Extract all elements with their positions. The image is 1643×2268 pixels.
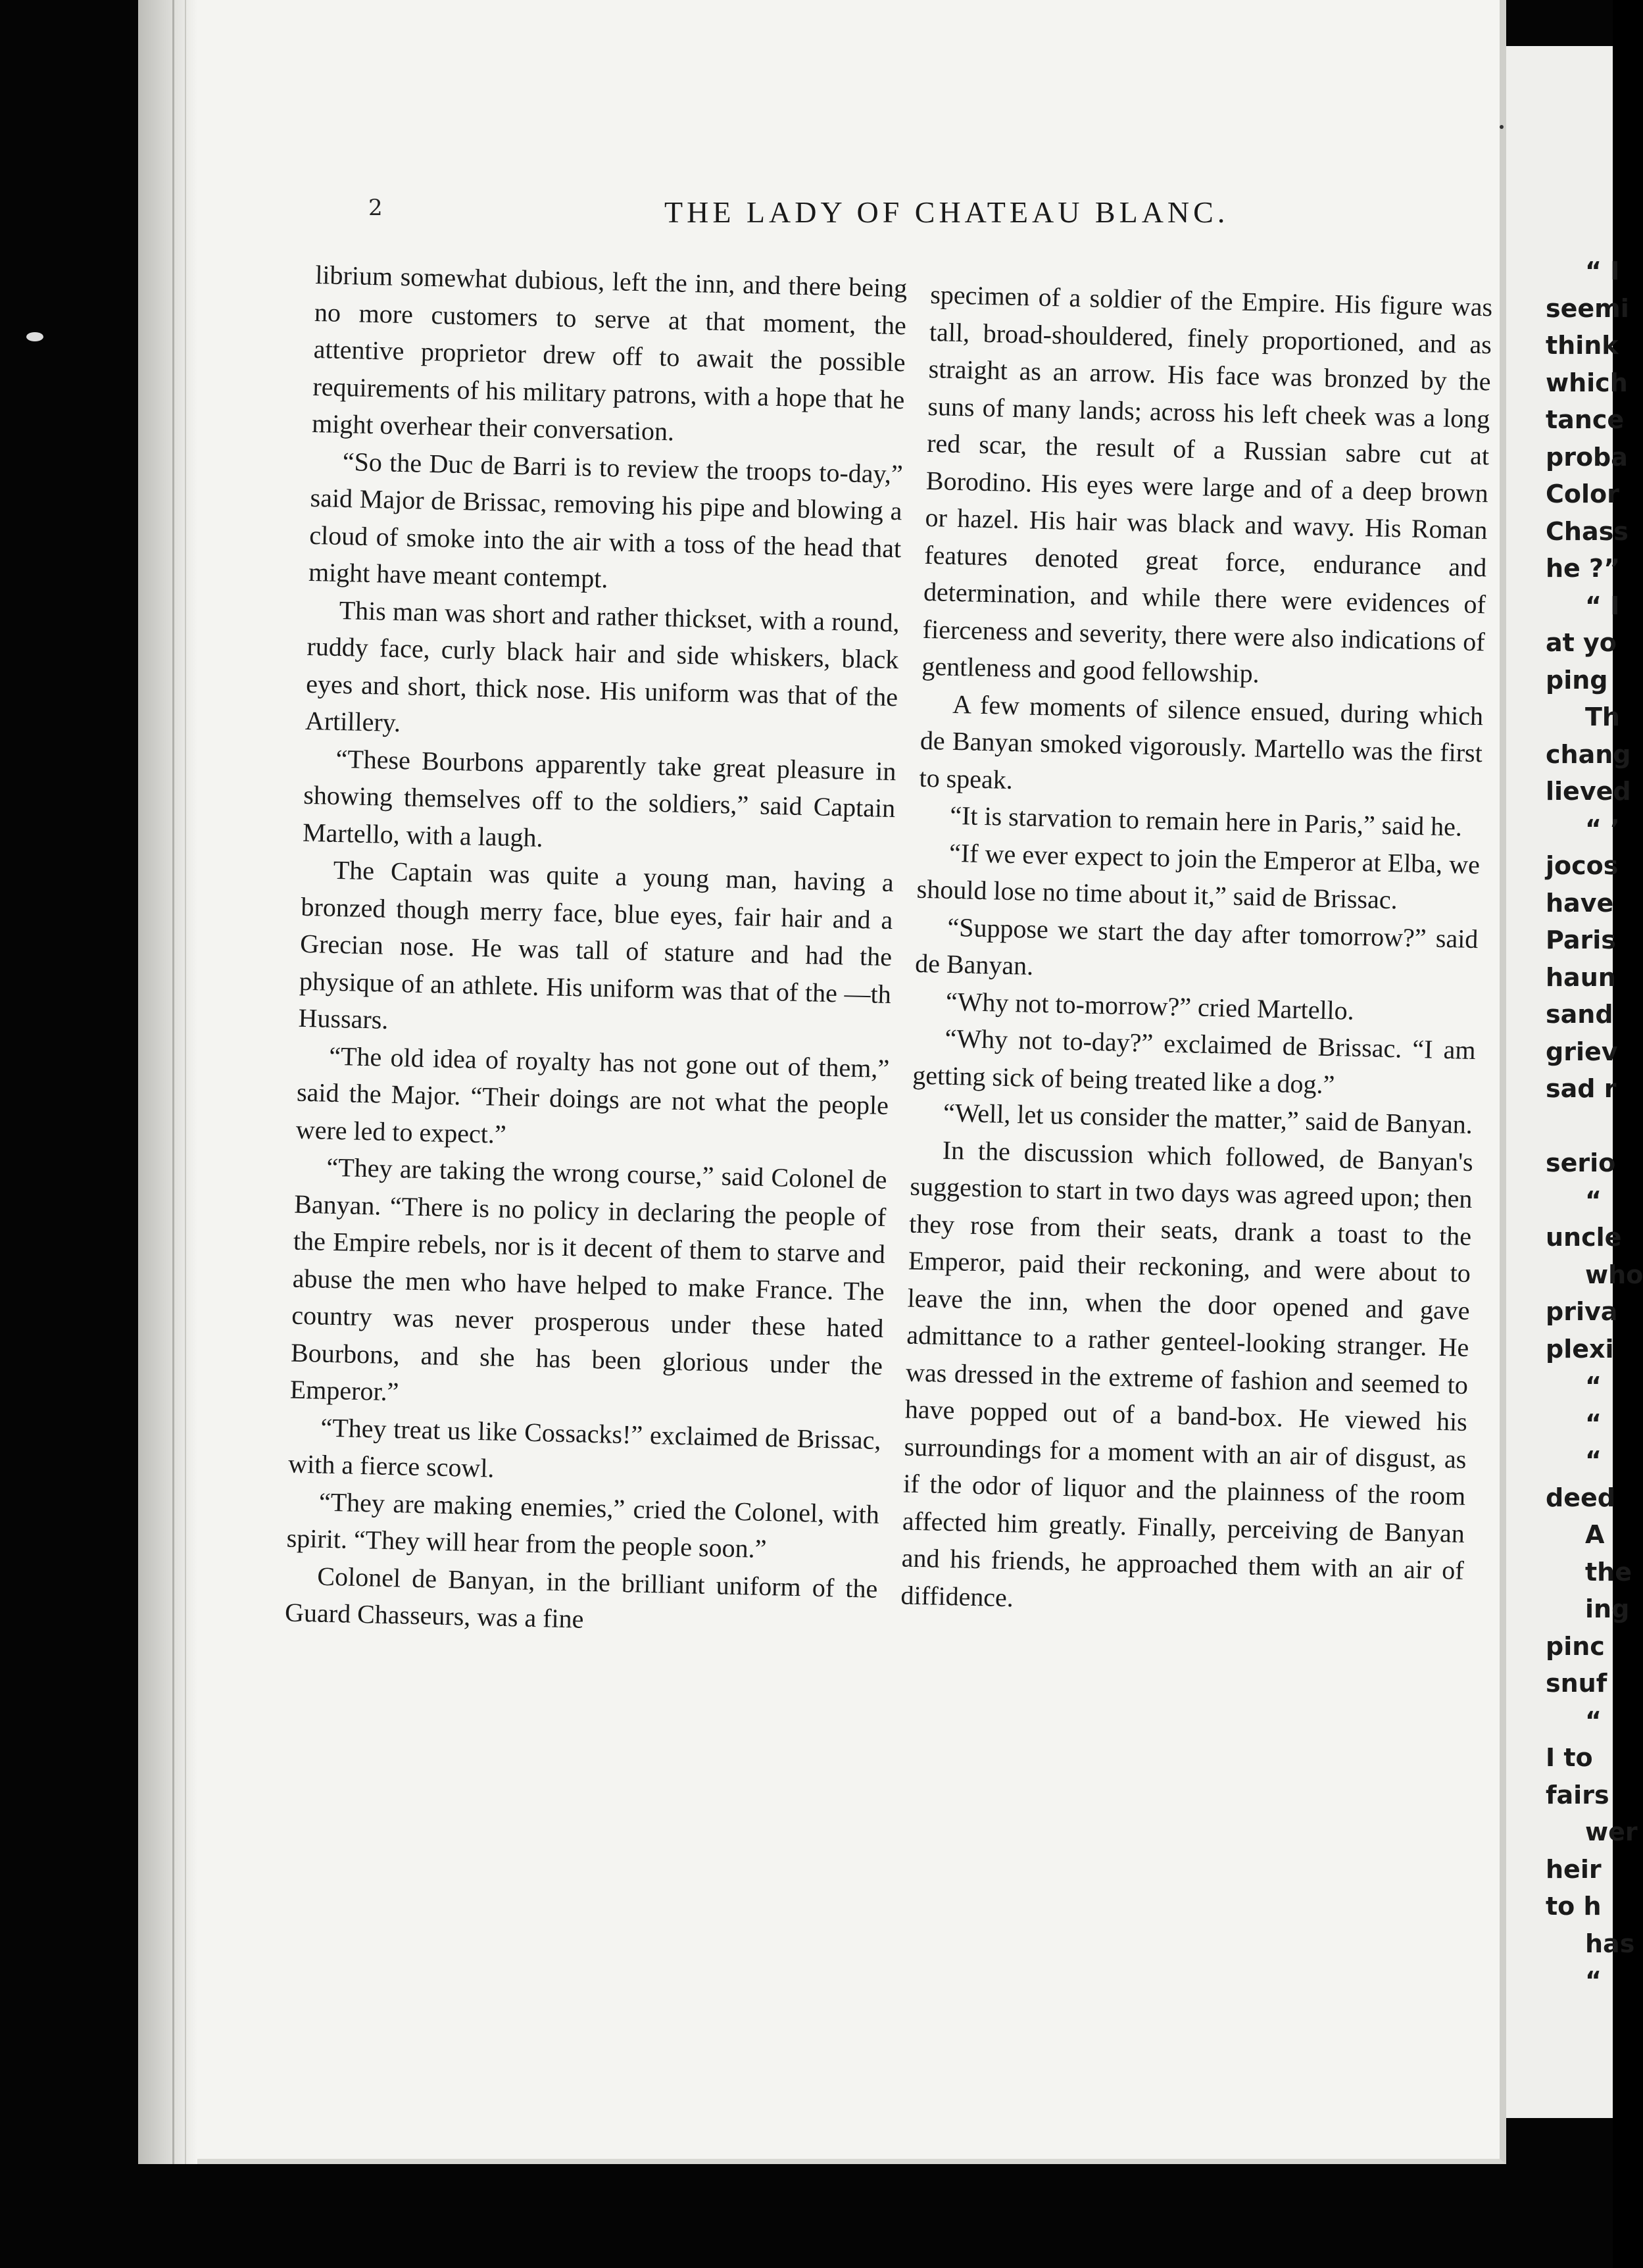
paragraph: “These Bourbons apparently take great pleasure in showing themselves off to the soldiers,” said Captain Martello, with a laugh. [302,743,896,852]
paragraph: “The old idea of royalty has not gone out of them,” said the Major. “Their doings are not what the people were led to expect.” [295,1041,890,1149]
facing-page-line: the [1585,1557,1632,1587]
paragraph: “Suppose we start the day after tomorrow?” said de Banyan. [914,912,1479,981]
paragraph: “They are making enemies,” cried the Colonel, with spirit. “They will hear from the people soon.” [286,1487,880,1564]
left-text-column [285,257,908,1644]
facing-page-line: “ [1585,1706,1602,1735]
facing-page-line: “ [1585,1185,1602,1215]
paragraph: Colonel de Banyan, in the brilliant uniform of the Guard Chasseurs, was a fine [284,1561,878,1634]
facing-page-line: “ [1585,1446,1602,1475]
facing-page-line: Color [1546,480,1619,508]
facing-page-line: at yo [1546,628,1617,657]
page-number: 2 [368,195,383,221]
facing-page-line: ing [1585,1594,1630,1623]
paragraph: librium somewhat dubious, left the inn, and there being no more customers to serve at that moment, the attentive proprietor drew off to await the possible requirements of his military patrons, with a hope that he might overhear their conversation. [311,259,908,447]
facing-page-line: deed [1546,1483,1615,1512]
facing-page-line: he ?” [1546,554,1621,583]
facing-page-line: “ I [1585,257,1620,285]
paragraph: A few moments of silence ensued, during which de Banyan smoked vigorously. Martello was the first to speak. [919,689,1484,795]
page-gutter-shadow [138,0,197,2164]
facing-page-line: fairs [1546,1780,1609,1810]
facing-page-line: has [1585,1929,1635,1958]
facing-page-line: haun [1546,962,1616,992]
scan-speck [1500,125,1504,129]
page-edge-line-inner [185,0,186,2164]
paragraph: “They are taking the wrong course,” said Colonel de Banyan. “There is no policy in declaring the people of the Empire rebels, nor is it decent of them to starve and abuse the men who have helped to make France. The country was never prosperous under these hated Bourbons, and she has been glorious under the Emperor.” [289,1152,887,1407]
facing-page-line: “ [1585,1966,1602,1995]
paragraph: specimen of a soldier of the Empire. His figure was tall, broad-shouldered, finely proportioned, and as straight as an arrow. His face was bronzed by the suns of many lands; across his left cheek was a long red scar, the result of a Russian sabre cut at Borodino. His eyes were large and of a deep brown or hazel. His hair was black and wavy. His Roman features denoted great force, endurance and determination, and while there were evidences of fierceness and severity, there were also indications of gentleness and good fellowship. [921,279,1493,689]
page-header [368,195,1322,241]
facing-page-line: uncle [1546,1223,1622,1252]
facing-page-line: Chass [1546,516,1629,546]
facing-page-fragment [1506,46,1643,2118]
facing-page-line: Paris [1546,925,1616,954]
facing-page-line: sad r [1546,1074,1617,1103]
paragraph: The Captain was quite a young man, having a bronzed though merry face, blue eyes, fair hair and a Grecian nose. He was tall of stature and had the physique of an athlete. His uniform was that of the —th Hussars. [298,854,895,1035]
facing-page-line: pinc [1546,1631,1605,1661]
facing-page-line: who [1585,1260,1643,1289]
facing-page-line: proba [1546,442,1628,472]
facing-page-line: A [1585,1520,1605,1549]
facing-page-line: priva [1546,1297,1618,1326]
facing-page-line: sand [1546,1000,1613,1029]
facing-page-line: ping [1546,665,1608,695]
facing-page-line: heir [1546,1854,1602,1884]
facing-page-line: tance [1546,405,1625,434]
paragraph: “Why not to-day?” exclaimed de Brissac. “I am getting sick of being treated like a dog.” [912,1023,1477,1099]
right-text-column [900,276,1493,1627]
facing-page-line: to h [1546,1892,1602,1921]
facing-page-line: chang [1546,739,1631,769]
paragraph: “They treat us like Cossacks!” exclaimed de Brissac, with a fierce scowl. [287,1412,881,1483]
paragraph: “If we ever expect to join the Emperor at Elba, we should lose no time about it,” said de Brissac. [916,837,1481,915]
facing-page-line: I to [1546,1743,1593,1772]
facing-page-line: “ I [1585,591,1620,620]
facing-page-line: think [1546,331,1619,360]
facing-page-line: lieved [1546,777,1631,806]
facing-page-line: snuf [1546,1669,1607,1698]
paragraph: “So the Duc de Barri is to review the troops to-day,” said Major de Brissac, removing his pipe and blowing a cloud of smoke into the air with a toss of the head that might have meant contempt. [308,446,904,594]
facing-page-line: “ [1585,1408,1602,1438]
facing-page-line: plexi [1546,1334,1614,1364]
paragraph: This man was short and rather thickset, with a round, ruddy face, curly black hair and side whiskers, black eyes and short, thick nose. His uniform was that of the Artillery. [305,595,900,738]
facing-page-line: serio [1546,1148,1616,1177]
running-title: THE LADY OF CHATEAU BLANC. [664,195,1229,229]
facing-page-line: jocos [1546,851,1619,880]
facing-page-line: wer [1585,1817,1638,1846]
paragraph: “It is starvation to remain here in Paris,” said he. [949,800,1463,842]
facing-page-line: have [1546,888,1614,918]
paragraph: In the discussion which followed, de Banyan's suggestion to start in two days was agreed upon; then they rose from their seats, drank a toast to the Emperor, paid their reckoning, and were about to leave the inn, when the door opened and gave admittance to a rather genteel-looking stranger. He was dressed in the extreme of fashion and seemed to have popped out of a band-box. He viewed his surroundings for a moment with an air of disgust, as if the odor of liquor and the plainness of the room affected him greatly. Finally, perceiving de Banyan and his friends, he approached them with an air of diffidence. [900,1135,1474,1612]
facing-page-line: which [1546,368,1628,397]
paragraph: “Why not to-morrow?” cried Martello. [945,986,1355,1025]
scan-speck [26,332,43,341]
facing-page-line: seemi [1546,293,1629,323]
page-edge-line [172,0,174,2164]
facing-page-line: Th [1585,703,1620,731]
facing-page-line: “ [1585,1371,1602,1400]
facing-page-line: griev [1546,1037,1618,1066]
paragraph: “Well, let us consider the matter,” said de Banyan. [943,1097,1473,1140]
facing-page-line: “ ’ [1585,814,1620,843]
